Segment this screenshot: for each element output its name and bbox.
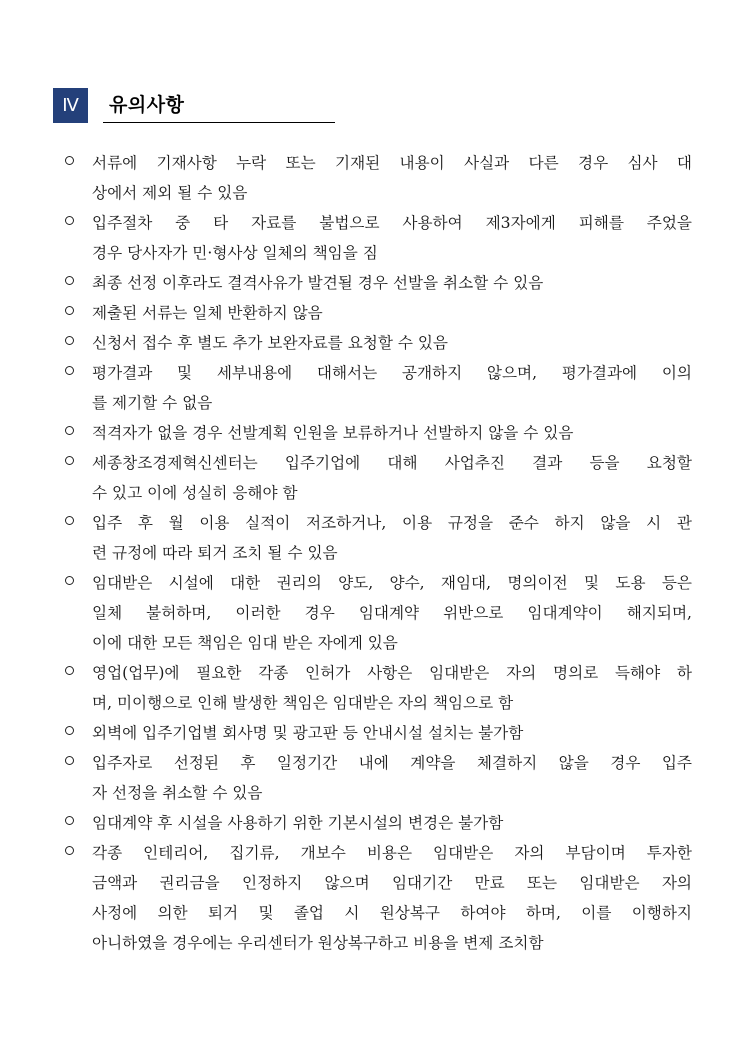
notice-item	[0, 568, 744, 658]
circle-bullet-icon	[65, 156, 74, 165]
circle-bullet-icon	[65, 276, 74, 285]
notice-item	[0, 208, 744, 268]
notice-item-text-line: 이에 대한 모든 책임은 임대 받은 자에게 있음	[92, 634, 398, 652]
notice-item-text-line: 며, 미이행으로 인해 발생한 책임은 임대받은 자의 책임으로 함	[92, 694, 514, 712]
notice-item-text-line: 상에서 제외 될 수 있음	[92, 184, 248, 202]
circle-bullet-icon	[65, 576, 74, 585]
notice-item	[0, 658, 744, 718]
notice-item	[0, 418, 744, 448]
notice-item-text-line: 최종 선정 이후라도 결격사유가 발견될 경우 선발을 취소할 수 있음	[92, 274, 544, 292]
notice-item-text-line: 사정에 의한 퇴거 및 졸업 시 원상복구 하여야 하며, 이를 이행하지	[92, 904, 692, 922]
notice-item	[0, 808, 744, 838]
notice-item-text-line: 입주절차 중 타 자료를 불법으로 사용하여 제3자에게 피해를 주었을	[92, 214, 692, 232]
notice-item	[0, 328, 744, 358]
notice-item	[0, 748, 744, 808]
circle-bullet-icon	[65, 426, 74, 435]
circle-bullet-icon	[65, 726, 74, 735]
notice-item-text-line: 일체 불허하며, 이러한 경우 임대계약 위반으로 임대계약이 해지되며,	[92, 604, 692, 622]
circle-bullet-icon	[65, 846, 74, 855]
notice-item	[0, 448, 744, 508]
notice-item-text-line: 수 있고 이에 성실히 응해야 함	[92, 484, 298, 502]
notice-item-text-line: 를 제기할 수 없음	[92, 394, 213, 412]
notice-item	[0, 508, 744, 568]
section-number-badge: Ⅳ	[53, 88, 88, 123]
notice-item-text-line: 신청서 접수 후 별도 추가 보완자료를 요청할 수 있음	[92, 334, 448, 352]
circle-bullet-icon	[65, 456, 74, 465]
notice-item	[0, 838, 744, 958]
circle-bullet-icon	[65, 816, 74, 825]
notice-item-text-line: 적격자가 없을 경우 선발계획 인원을 보류하거나 선발하지 않을 수 있음	[92, 424, 574, 442]
notice-item-text-line: 제출된 서류는 일체 반환하지 않음	[92, 304, 323, 322]
notice-item-text-line: 서류에 기재사항 누락 또는 기재된 내용이 사실과 다른 경우 심사 대	[92, 154, 692, 172]
notice-item-text-line: 세종창조경제혁신센터는 입주기업에 대해 사업추진 결과 등을 요청할	[92, 454, 692, 472]
notice-item-text-line: 금액과 권리금을 인정하지 않으며 임대기간 만료 또는 임대받은 자의	[92, 874, 692, 892]
notice-item-text-line: 평가결과 및 세부내용에 대해서는 공개하지 않으며, 평가결과에 이의	[92, 364, 692, 382]
notice-item-text-line: 영업(업무)에 필요한 각종 인허가 사항은 임대받은 자의 명의로 득해야 하	[92, 664, 692, 682]
notice-item	[0, 298, 744, 328]
notice-item-text-line: 임대받은 시설에 대한 권리의 양도, 양수, 재임대, 명의이전 및 도용 등은	[92, 574, 692, 592]
circle-bullet-icon	[65, 366, 74, 375]
notice-item-text-line: 자 선정을 취소할 수 있음	[92, 784, 263, 802]
section-title: 유의사항	[109, 94, 185, 116]
circle-bullet-icon	[65, 756, 74, 765]
notice-item-text-line: 입주자로 선정된 후 일정기간 내에 계약을 체결하지 않을 경우 입주	[92, 754, 692, 772]
notice-item-text-line: 임대계약 후 시설을 사용하기 위한 기본시설의 변경은 불가함	[92, 814, 504, 832]
circle-bullet-icon	[65, 516, 74, 525]
section-title-underline	[103, 122, 335, 123]
notice-item	[0, 358, 744, 418]
notice-item	[0, 718, 744, 748]
notice-item-text-line: 입주 후 월 이용 실적이 저조하거나, 이용 규정을 준수 하지 않을 시 관	[92, 514, 692, 532]
notice-item-text-line: 외벽에 입주기업별 회사명 및 광고판 등 안내시설 설치는 불가함	[92, 724, 524, 742]
circle-bullet-icon	[65, 336, 74, 345]
section-header	[53, 88, 335, 124]
notice-item-text-line: 아니하였을 경우에는 우리센터가 원상복구하고 비용을 변제 조치함	[92, 934, 544, 952]
notice-item	[0, 148, 744, 208]
circle-bullet-icon	[65, 306, 74, 315]
notice-item-text-line: 각종 인테리어, 집기류, 개보수 비용은 임대받은 자의 부담이며 투자한	[92, 844, 692, 862]
notice-item	[0, 268, 744, 298]
notice-item-text-line: 경우 당사자가 민·형사상 일체의 책임을 짐	[92, 244, 378, 262]
circle-bullet-icon	[65, 666, 74, 675]
circle-bullet-icon	[65, 216, 74, 225]
notice-item-text-line: 련 규정에 따라 퇴거 조치 될 수 있음	[92, 544, 338, 562]
